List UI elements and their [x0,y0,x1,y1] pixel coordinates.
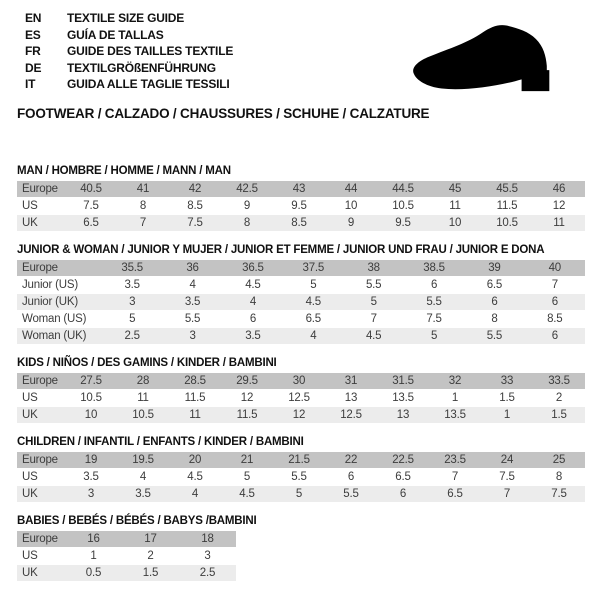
language-code: EN [25,11,42,25]
section-title: KIDS / NIÑOS / DES GAMINS / KINDER / BAMBINI [17,357,277,369]
language-code: ES [25,27,41,42]
size-cell: 5.5 [464,328,524,345]
size-cell: 10 [65,407,117,424]
size-cell: 3.5 [117,486,169,503]
size-cell: 10 [325,198,377,215]
size-cell: 7.5 [533,486,585,503]
size-cell: 12 [221,390,273,407]
size-cell: 4.5 [221,486,273,503]
size-cell: 7 [344,311,404,328]
row-label: US [17,469,65,486]
language-label: TEXTILE SIZE GUIDE [67,11,185,25]
size-cell: 5 [283,277,343,294]
size-cell: 24 [481,452,533,469]
size-cell: 23.5 [429,452,481,469]
size-cell: 1 [65,548,122,565]
row-label: US [17,548,65,565]
size-cell: 37.5 [283,260,343,277]
size-tables [17,165,585,594]
size-cell: 12 [273,407,325,424]
size-cell: 8.5 [273,215,325,232]
size-cell: 7 [117,215,169,232]
size-cell: 38 [344,260,404,277]
size-cell: 4 [223,294,283,311]
size-cell: 21.5 [273,452,325,469]
size-cell: 6 [223,311,283,328]
size-cell: 5.5 [404,294,464,311]
size-cell: 7.5 [169,215,221,232]
size-cell: 8 [221,215,273,232]
table-row [17,260,585,277]
size-cell: 11.5 [169,390,221,407]
size-cell: 39 [464,260,524,277]
category-title: FOOTWEAR / CALZADO / CHAUSSURES / SCHUHE / CALZATURE [17,106,430,121]
table-row [17,531,236,548]
size-cell: 28.5 [169,373,221,390]
size-section [17,357,585,424]
size-cell: 6.5 [429,486,481,503]
size-cell: 7.5 [404,311,464,328]
section-title: MAN / HOMBRE / HOMME / MANN / MAN [17,165,231,177]
size-table [17,181,585,232]
size-cell: 5.5 [344,277,404,294]
size-cell: 3.5 [65,469,117,486]
row-label: UK [17,565,65,582]
shoe-icon [399,18,577,102]
size-cell: 43 [273,181,325,198]
size-table [17,531,236,582]
language-code: FR [25,44,41,58]
size-cell: 4 [162,277,222,294]
table-row [17,407,585,424]
size-cell: 6.5 [377,469,429,486]
size-cell: 31.5 [377,373,429,390]
size-cell: 2.5 [102,328,162,345]
size-cell: 19 [65,452,117,469]
size-cell: 35.5 [102,260,162,277]
size-cell: 1.5 [533,407,585,424]
size-cell: 12.5 [273,390,325,407]
size-cell: 13.5 [377,390,429,407]
size-cell: 6.5 [65,215,117,232]
table-row [17,373,585,390]
size-cell: 1.5 [481,390,533,407]
size-cell: 31 [325,373,377,390]
table-row [17,486,585,503]
size-cell: 25 [533,452,585,469]
size-cell: 11 [169,407,221,424]
size-cell: 16 [65,531,122,548]
size-cell: 5.5 [273,469,325,486]
size-cell: 12 [533,198,585,215]
table-row [17,277,585,294]
size-cell: 18 [179,531,236,548]
language-code: IT [25,77,36,91]
size-cell: 5 [221,469,273,486]
size-cell: 42 [169,181,221,198]
size-cell: 11 [117,390,169,407]
row-label: Woman (US) [17,311,102,328]
size-cell: 3.5 [102,277,162,294]
size-cell: 9.5 [273,198,325,215]
language-list [25,10,233,93]
size-cell: 6.5 [283,311,343,328]
size-cell: 7 [481,486,533,503]
table-row [17,548,236,565]
size-cell: 3 [102,294,162,311]
row-label: Junior (UK) [17,294,102,311]
size-cell: 40 [525,260,585,277]
size-cell: 6 [525,328,585,345]
table-row [17,294,585,311]
row-label: US [17,390,65,407]
size-cell: 6 [525,294,585,311]
size-cell: 30 [273,373,325,390]
size-cell: 6 [325,469,377,486]
size-cell: 1 [481,407,533,424]
size-cell: 2 [533,390,585,407]
size-cell: 8.5 [169,198,221,215]
size-cell: 4.5 [283,294,343,311]
size-cell: 11 [429,198,481,215]
size-cell: 5 [273,486,325,503]
size-cell: 40.5 [65,181,117,198]
size-cell: 6 [404,277,464,294]
size-cell: 29.5 [221,373,273,390]
size-cell: 44.5 [377,181,429,198]
size-cell: 3 [179,548,236,565]
table-row [17,565,236,582]
table-row [17,328,585,345]
table-row [17,198,585,215]
size-section [17,244,585,345]
row-label: US [17,198,65,215]
size-cell: 36 [162,260,222,277]
size-cell: 9 [325,215,377,232]
size-cell: 45.5 [481,181,533,198]
row-label: Junior (US) [17,277,102,294]
size-cell: 4.5 [169,469,221,486]
size-section [17,515,585,582]
row-label: UK [17,215,65,232]
size-cell: 7 [525,277,585,294]
size-cell: 5 [344,294,404,311]
size-cell: 13.5 [429,407,481,424]
size-cell: 0.5 [65,565,122,582]
size-cell: 10.5 [377,198,429,215]
size-table [17,260,585,345]
size-cell: 17 [122,531,179,548]
size-cell: 44 [325,181,377,198]
size-cell: 8.5 [525,311,585,328]
language-row [25,10,233,27]
size-cell: 33 [481,373,533,390]
size-cell: 42.5 [221,181,273,198]
size-cell: 4 [169,486,221,503]
size-cell: 7 [429,469,481,486]
table-row [17,390,585,407]
size-section [17,436,585,503]
size-cell: 10.5 [65,390,117,407]
table-row [17,215,585,232]
size-cell: 4.5 [223,277,283,294]
size-cell: 45 [429,181,481,198]
language-label: GUIDA ALLE TAGLIE TESSILI [67,77,230,91]
language-label: TEXTILGRÖßENFÜHRUNG [67,60,216,75]
table-row [17,469,585,486]
language-row [25,76,233,93]
size-cell: 33.5 [533,373,585,390]
size-cell: 9 [221,198,273,215]
size-table [17,373,585,424]
section-title: CHILDREN / INFANTIL / ENFANTS / KINDER / BAMBINI [17,436,304,448]
size-cell: 6 [377,486,429,503]
language-label: GUÍA DE TALLAS [67,27,164,42]
size-cell: 4 [117,469,169,486]
size-cell: 38.5 [404,260,464,277]
size-cell: 41 [117,181,169,198]
size-cell: 7.5 [481,469,533,486]
table-row [17,452,585,469]
section-title: JUNIOR & WOMAN / JUNIOR Y MUJER / JUNIOR ET FEMME / JUNIOR UND FRAU / JUNIOR E DONA [17,244,545,256]
size-cell: 11 [533,215,585,232]
size-cell: 13 [325,390,377,407]
size-cell: 7.5 [65,198,117,215]
size-cell: 3 [65,486,117,503]
size-cell: 9.5 [377,215,429,232]
size-cell: 5 [404,328,464,345]
row-label: UK [17,486,65,503]
size-cell: 5 [102,311,162,328]
size-cell: 8 [464,311,524,328]
size-section [17,165,585,232]
size-cell: 12.5 [325,407,377,424]
row-label: Europe [17,531,65,548]
size-cell: 6 [464,294,524,311]
row-label: Europe [17,373,65,390]
size-cell: 4 [283,328,343,345]
size-cell: 1.5 [122,565,179,582]
size-cell: 22.5 [377,452,429,469]
size-cell: 46 [533,181,585,198]
row-label: Europe [17,181,65,198]
size-cell: 5.5 [325,486,377,503]
table-row [17,311,585,328]
language-code: DE [25,60,42,75]
section-title: BABIES / BEBÉS / BÉBÉS / BABYS /BAMBINI [17,515,257,527]
size-cell: 3.5 [162,294,222,311]
size-cell: 36.5 [223,260,283,277]
size-table [17,452,585,503]
size-cell: 5.5 [162,311,222,328]
size-cell: 2.5 [179,565,236,582]
row-label: Europe [17,260,102,277]
size-cell: 3 [162,328,222,345]
table-row [17,181,585,198]
size-cell: 2 [122,548,179,565]
size-cell: 1 [429,390,481,407]
size-cell: 10.5 [117,407,169,424]
language-label: GUIDE DES TAILLES TEXTILE [67,44,234,58]
size-cell: 21 [221,452,273,469]
size-cell: 8 [117,198,169,215]
size-cell: 13 [377,407,429,424]
size-cell: 6.5 [464,277,524,294]
size-cell: 28 [117,373,169,390]
row-label: UK [17,407,65,424]
size-cell: 27.5 [65,373,117,390]
language-row [25,43,233,60]
size-cell: 19.5 [117,452,169,469]
language-row [25,27,233,44]
language-row [25,60,233,77]
size-cell: 11.5 [481,198,533,215]
row-label: Woman (UK) [17,328,102,345]
size-cell: 8 [533,469,585,486]
size-cell: 32 [429,373,481,390]
row-label: Europe [17,452,65,469]
size-cell: 10 [429,215,481,232]
size-cell: 4.5 [344,328,404,345]
size-cell: 22 [325,452,377,469]
size-cell: 10.5 [481,215,533,232]
size-cell: 3.5 [223,328,283,345]
size-cell: 11.5 [221,407,273,424]
size-cell: 20 [169,452,221,469]
